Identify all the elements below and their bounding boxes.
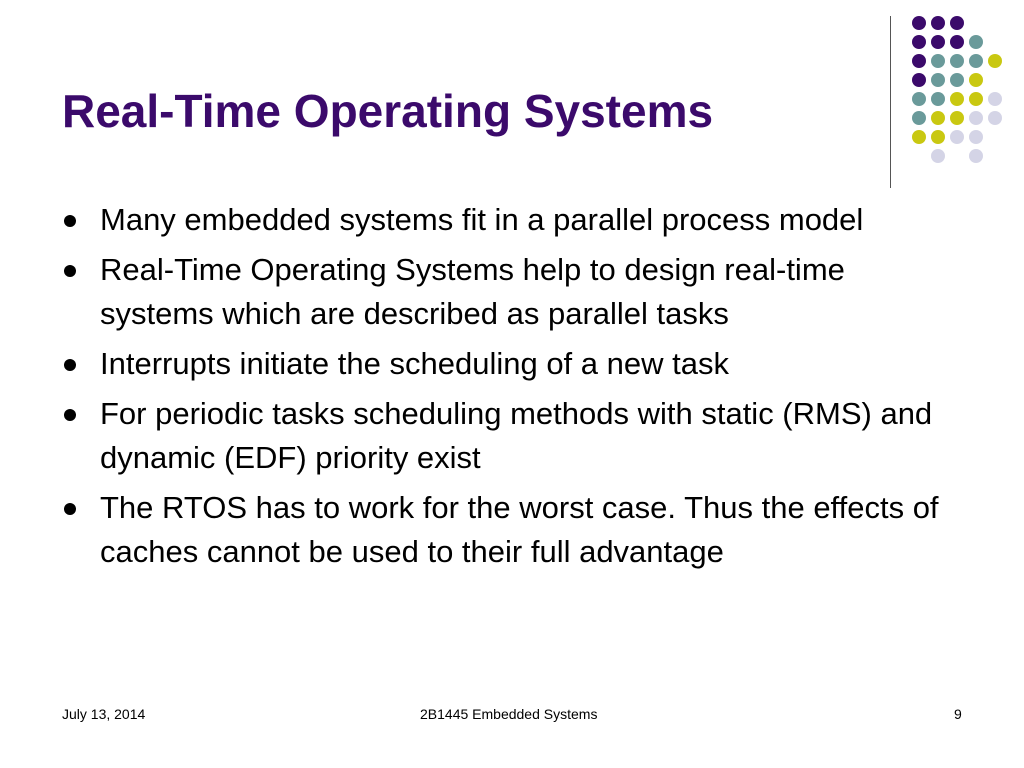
decorative-dot xyxy=(931,16,945,30)
footer-date: July 13, 2014 xyxy=(62,706,146,722)
decorative-dot xyxy=(912,54,926,68)
decorative-dot xyxy=(912,130,926,144)
decorative-dot xyxy=(931,149,945,163)
bullet-item xyxy=(60,342,960,386)
decorative-dot xyxy=(988,54,1002,68)
decorative-dot xyxy=(931,73,945,87)
decorative-dot xyxy=(969,73,983,87)
decorative-dot xyxy=(912,111,926,125)
decorative-dot xyxy=(969,149,983,163)
decorative-dot xyxy=(931,54,945,68)
decorative-dot xyxy=(950,54,964,68)
decorative-dot xyxy=(950,130,964,144)
bullet-item xyxy=(60,198,960,242)
decorative-dot xyxy=(969,92,983,106)
bullet-dot-icon xyxy=(64,409,76,421)
decorative-dot xyxy=(931,35,945,49)
decorative-dot xyxy=(988,111,1002,125)
decorative-dot xyxy=(950,35,964,49)
decorative-dot xyxy=(912,92,926,106)
decorative-dot xyxy=(931,92,945,106)
decorative-dot xyxy=(969,111,983,125)
decorative-dot xyxy=(931,130,945,144)
decorative-dot xyxy=(988,92,1002,106)
decorative-dot xyxy=(912,16,926,30)
decorative-dot xyxy=(912,73,926,87)
bullet-item xyxy=(60,486,960,574)
decorative-dot xyxy=(912,35,926,49)
bullet-text: Many embedded systems fit in a parallel process model xyxy=(100,202,864,237)
bullet-item xyxy=(60,248,960,336)
decorative-dot xyxy=(969,54,983,68)
bullet-text: Real-Time Operating Systems help to design real-time systems which are described as parallel tasks xyxy=(100,252,845,331)
bullet-text: The RTOS has to work for the worst case. Thus the effects of caches cannot be used to their full advantage xyxy=(100,490,939,569)
footer-course-title: 2B1445 Embedded Systems xyxy=(420,706,598,722)
footer-page-number: 9 xyxy=(954,706,962,722)
decorative-dot xyxy=(969,35,983,49)
bullet-text: Interrupts initiate the scheduling of a new task xyxy=(100,346,729,381)
decorative-dot xyxy=(950,16,964,30)
decorative-dot xyxy=(950,92,964,106)
bullet-dot-icon xyxy=(64,359,76,371)
decorative-dot xyxy=(969,130,983,144)
decorative-dot xyxy=(950,73,964,87)
title-divider-line xyxy=(890,16,891,188)
bullet-dot-icon xyxy=(64,215,76,227)
bullet-dot-icon xyxy=(64,503,76,515)
bullet-list xyxy=(60,198,960,580)
bullet-dot-icon xyxy=(64,265,76,277)
slide-title: Real-Time Operating Systems xyxy=(62,85,714,137)
decorative-dot xyxy=(950,111,964,125)
decorative-dot xyxy=(931,111,945,125)
bullet-item xyxy=(60,392,960,480)
bullet-text: For periodic tasks scheduling methods with static (RMS) and dynamic (EDF) priority exist xyxy=(100,396,933,475)
